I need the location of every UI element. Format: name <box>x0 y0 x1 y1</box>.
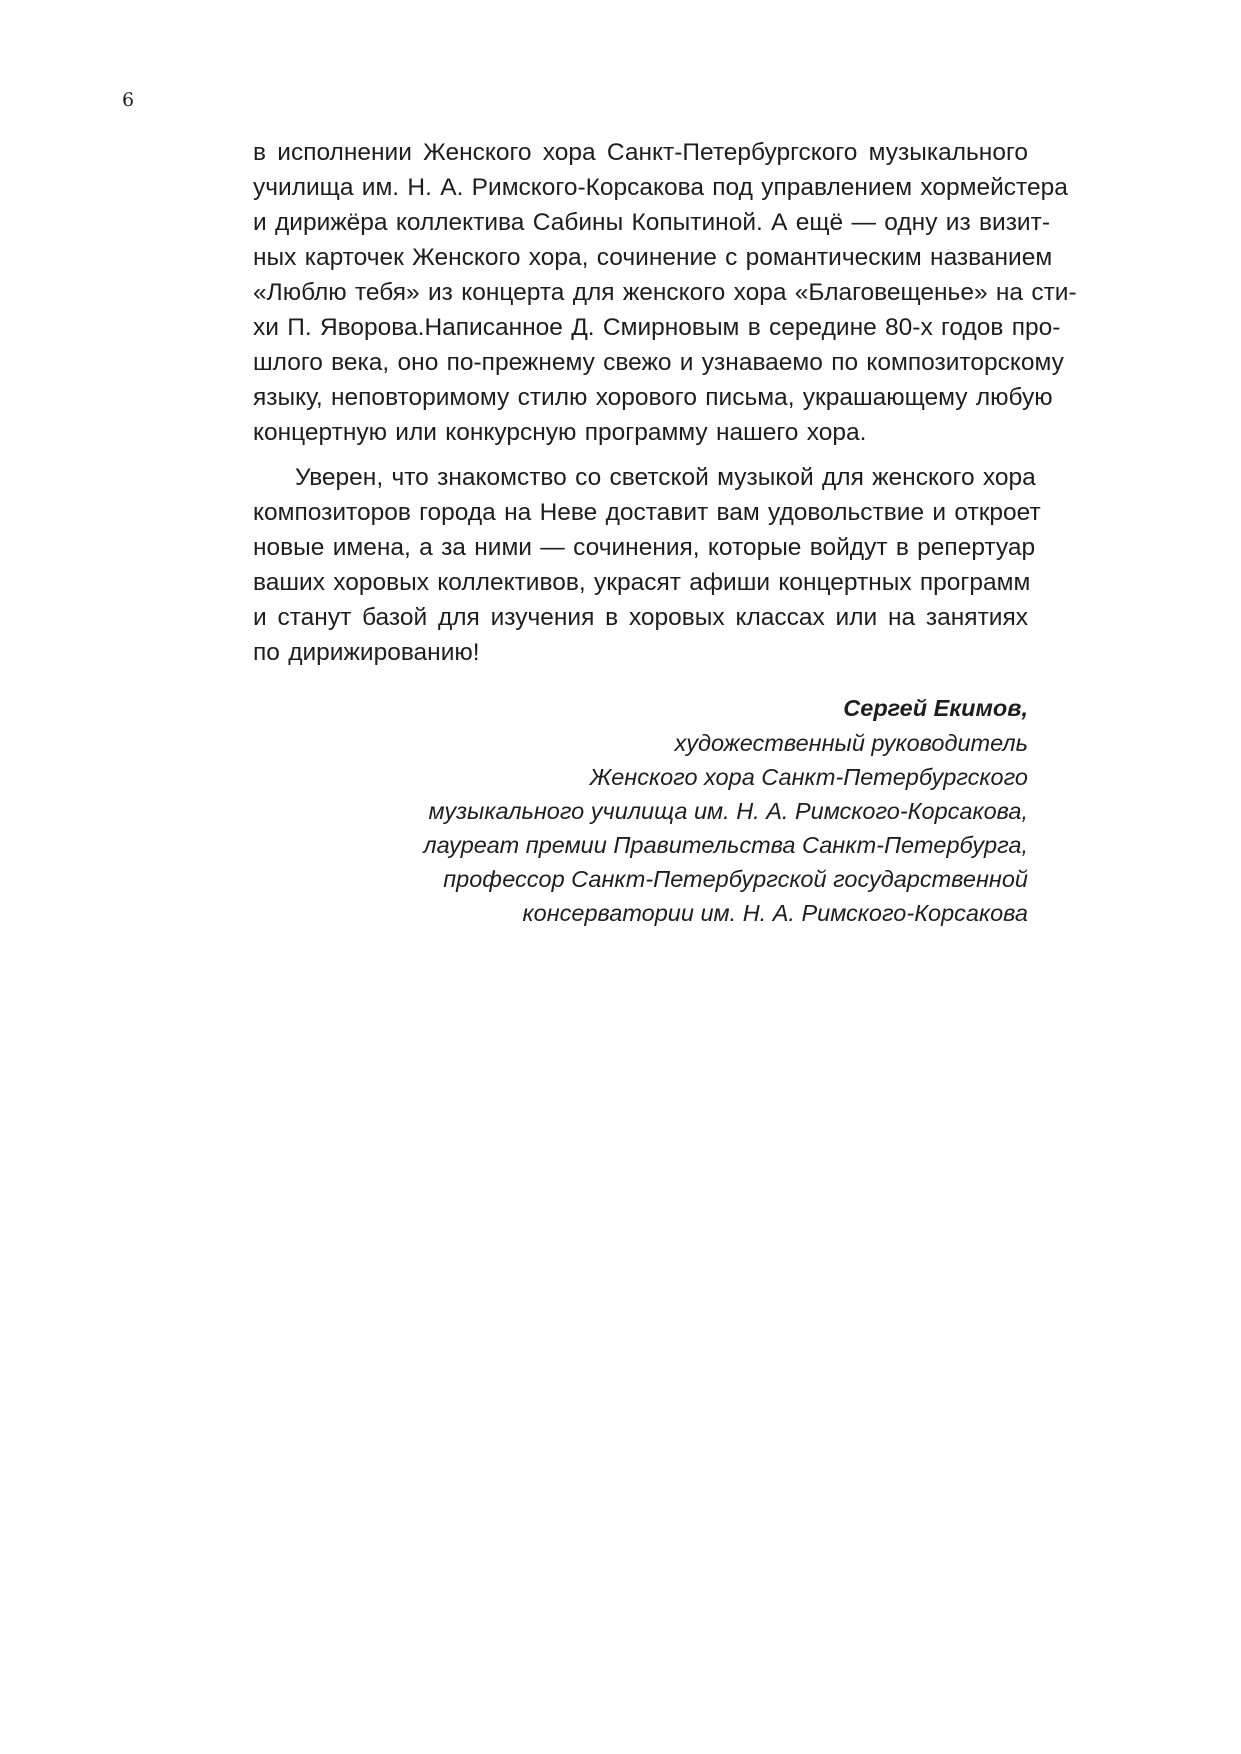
page-number: 6 <box>122 89 135 111</box>
paragraph-line: шлого века, оно по-прежнему свежо и узнаваемо по композиторскому <box>253 349 1064 376</box>
paragraph-line: и дирижёра коллектива Сабины Копытиной. А ещё — одну из визит- <box>253 209 1050 236</box>
paragraph-line: и станут базой для изучения в хоровых классах или на занятиях <box>253 604 1028 631</box>
paragraph-line: языку, неповторимому стилю хорового письма, украшающему любую <box>253 384 1053 411</box>
author-title-line: профессор Санкт-Петербургской государственной <box>443 866 1028 892</box>
author-title-line: лауреат премии Правительства Санкт-Петербурга, <box>423 832 1028 858</box>
paragraph-line: ваших хоровых коллективов, украсят афиши концертных программ <box>253 569 1031 596</box>
paragraph-line: ных карточек Женского хора, сочинение с романтическим названием <box>253 244 1053 271</box>
paragraph-line: концертную или конкурсную программу нашего хора. <box>253 419 867 446</box>
paragraph-line: по дирижированию! <box>253 639 480 666</box>
paragraph-line: «Люблю тебя» из концерта для женского хора «Благовещенье» на сти- <box>253 279 1077 306</box>
author-name: Сергей Екимов, <box>843 695 1028 721</box>
paragraph-line: училища им. Н. А. Римского-Корсакова под управлением хормейстера <box>253 174 1068 201</box>
paragraph-line: хи П. Яворова.Написанное Д. Смирновым в середине 80-х годов про- <box>253 314 1061 341</box>
author-title-line: художественный руководитель <box>674 730 1028 756</box>
text-block <box>253 135 1077 930</box>
signature-block <box>253 691 1028 930</box>
paragraph-line: композиторов города на Неве доставит вам удовольствие и откроет <box>253 499 1041 526</box>
paragraph-line: в исполнении Женского хора Санкт-Петербургского музыкального <box>253 139 1028 166</box>
paragraph-2 <box>253 460 1041 670</box>
author-title-line: консерватории им. Н. А. Римского-Корсакова <box>522 900 1028 926</box>
author-title-line: музыкального училища им. Н. А. Римского-Корсакова, <box>428 798 1028 824</box>
paragraph-1 <box>253 135 1077 450</box>
paragraph-line: новые имена, а за ними — сочинения, которые войдут в репертуар <box>253 534 1036 561</box>
paragraph-line: Уверен, что знакомство со светской музыкой для женского хора <box>295 464 1036 491</box>
author-title-line: Женского хора Санкт-Петербургского <box>589 764 1028 790</box>
